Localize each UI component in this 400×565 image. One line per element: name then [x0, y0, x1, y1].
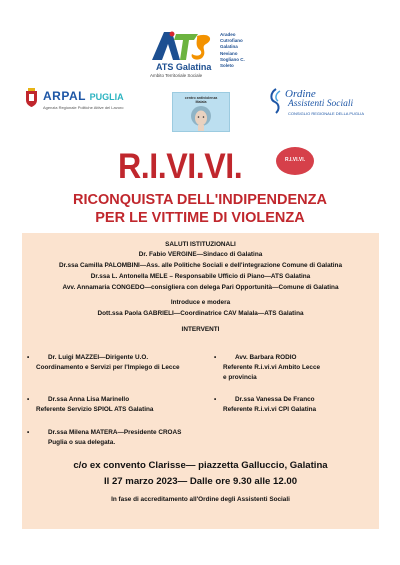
ats-town: Neviano [220, 50, 238, 56]
arpal-subtitle: Agenzia Regionale Politiche Attive del Lavoro [43, 105, 124, 110]
ats-towns-list [220, 32, 245, 69]
ordine-line1: Ordine [285, 88, 316, 100]
speaker-line: Referente R.i.vi.vi CPI Galatina [223, 406, 317, 413]
speaker-item [214, 353, 321, 383]
center-image-caption [175, 96, 227, 104]
speaker-item [214, 395, 317, 415]
rivivi-badge [276, 147, 314, 175]
speaker-line: Dr.ssa Milena MATERA—Presidente CROAS [48, 429, 182, 436]
venue-datetime: Il 27 marzo 2023— Dalle ore 9.30 alle 12.00 [103, 476, 298, 487]
ats-town: Soleto [220, 63, 234, 69]
speaker-line: e provincia [223, 374, 257, 381]
saluti-line: Dr.ssa L. Antonella MELE – Responsabile Ufficio di Piano—ATS Galatina [90, 273, 311, 280]
ats-name: ATS Galatina [156, 62, 212, 72]
program-panel [22, 233, 379, 529]
interventi-heading: INTERVENTI [181, 326, 220, 333]
ordine-assistenti-sociali-logo [268, 88, 388, 120]
badge-text: R.I.VI.VI. [284, 157, 305, 163]
region-emblem-icon [25, 88, 38, 108]
speaker-item [27, 395, 154, 415]
speaker-item [27, 353, 180, 373]
arpal-region: PUGLIA [89, 92, 124, 102]
bullet-icon: • [27, 354, 30, 361]
ordine-line2: Assistenti Sociali [288, 99, 354, 109]
speaker-line: Dr.ssa Anna Lisa Marinello [48, 396, 130, 403]
speaker-item [27, 428, 182, 448]
centro-antiviolenza-image [172, 92, 230, 132]
caption-line: Malala [195, 100, 207, 105]
saluti-heading: SALUTI ISTITUZIONALI [165, 241, 236, 248]
woman-face-illustration-icon [189, 105, 213, 131]
arpal-puglia-logo [25, 88, 145, 118]
subtitle-line1: RICONQUISTA DELL'INDIPENDENZA [73, 192, 327, 208]
bullet-icon: • [27, 429, 30, 436]
bullet-icon: • [27, 396, 30, 403]
arpal-wordmark [43, 89, 124, 103]
bullet-icon: • [214, 396, 217, 403]
saluti-line: Dr. Fabio VERGINE—Sindaco di Galatina [138, 251, 263, 258]
ats-town: Galatina [220, 44, 238, 50]
page-title: R.I.VI.VI. [118, 147, 243, 186]
accreditation-note: In fase di accreditamento all'Ordine degli Assistenti Sociali [111, 496, 290, 503]
ats-town: Cutrofiano [220, 38, 243, 44]
ats-town: Sogliano C. [220, 56, 245, 62]
arpal-word: ARPAL [43, 89, 86, 103]
ats-logo-mark-icon [150, 28, 214, 62]
saluti-line: Avv. Annamaria CONGEDO—consigliera con delega Pari Opportunità—Comune di Galatina [62, 284, 339, 291]
saluti-line: Dr.ssa Camilla PALOMBINI—Ass. alle Politiche Sociali e dell'integrazione Comune di Galatina [58, 262, 343, 269]
moderatore-heading: Introduce e modera [170, 299, 231, 306]
speaker-line: Puglia o sua delegata. [48, 439, 116, 446]
ats-galatina-logo [150, 28, 270, 78]
bullet-icon: • [214, 354, 217, 361]
ats-subtitle: Ambito Territoriale Sociale [150, 73, 203, 78]
ats-town: Aradeo [220, 32, 236, 37]
subtitle-line2: PER LE VITTIME DI VIOLENZA [95, 210, 305, 226]
moderatore-line: Dott.ssa Paola GABRIELI—Coordinatrice CAV Malala—ATS Galatina [97, 310, 304, 317]
ordine-line3: CONSIGLIO REGIONALE DELLA PUGLIA [288, 111, 365, 116]
caption-line: centro antiviolenza [184, 96, 218, 100]
ordine-swirl-icon [268, 88, 284, 114]
venue-address: c/o ex convento Clarisse— piazzetta Galluccio, Galatina [73, 460, 328, 471]
speaker-line: Dr. Luigi MAZZEI—Dirigente U.O. [48, 354, 149, 361]
speaker-line: Avv. Barbara RODIO [235, 354, 297, 361]
speaker-line: Dr.ssa Vanessa De Franco [235, 396, 315, 403]
speaker-line: Referente Servizio SPIOL ATS Galatina [36, 406, 154, 413]
speaker-line: Referente R.i.vi.vi Ambito Lecce [223, 364, 321, 371]
speaker-line: Coordinamento e Servizi per l'Impiego di Lecce [36, 364, 180, 371]
